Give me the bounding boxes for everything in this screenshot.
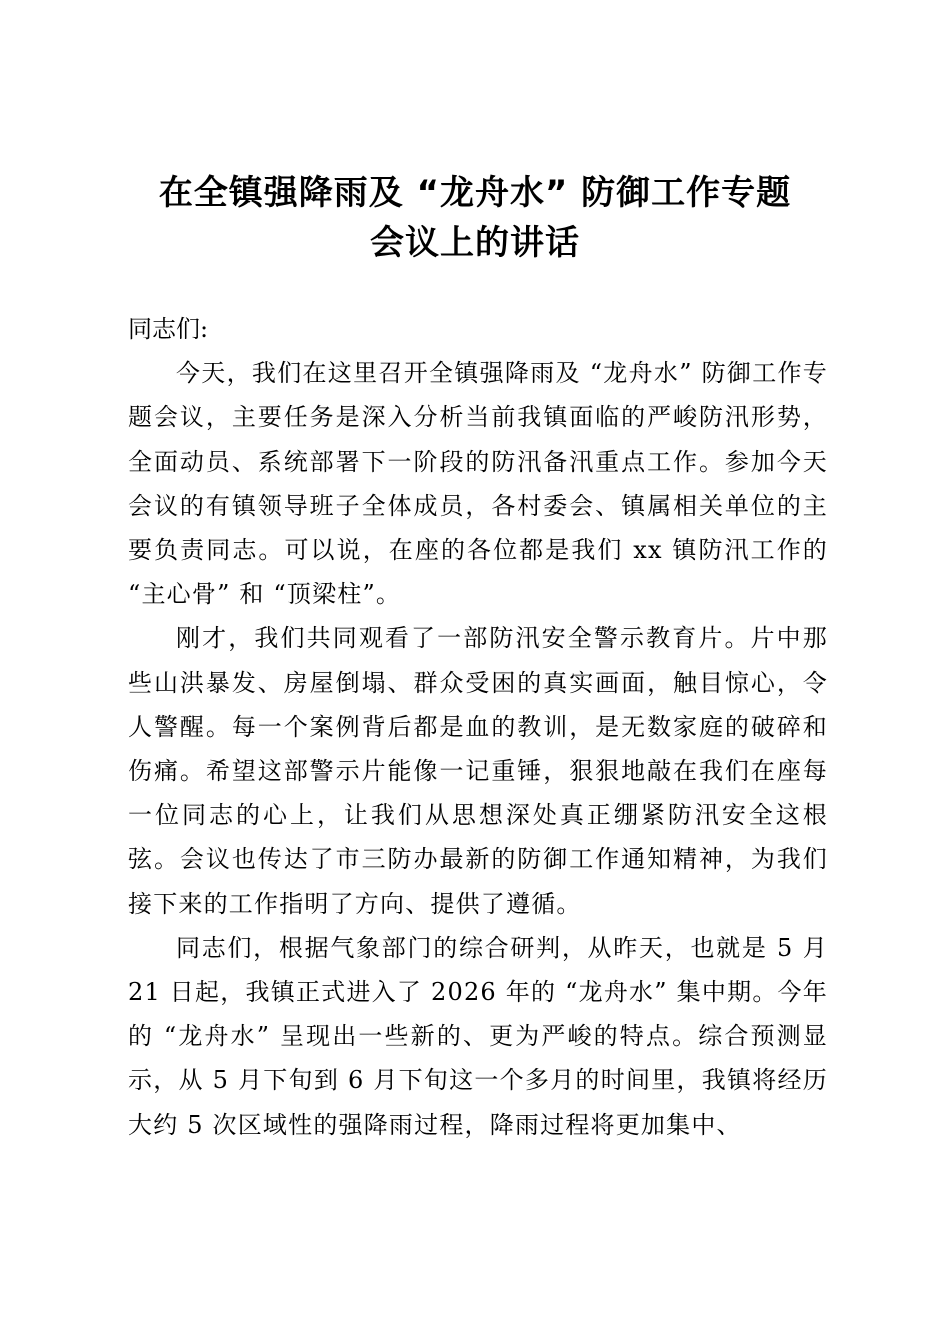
document-title (100, 168, 850, 268)
salutation: 同志们: (128, 315, 209, 343)
paragraph-3: 同志们，根据气象部门的综合研判，从昨天，也就是 5 月 21 日起，我镇正式进入了 2026 年的 “龙舟水” 集中期。今年的 “龙舟水” 呈现出一些新的、更为严峻的特点。综合预测显示，从 5 月下旬到 6 月下旬这一个多月的时间里，我镇将经历大约 5 次区域性的强降雨过程，降雨过程将更加集中、 (128, 933, 828, 1139)
title-line-2: 会议上的讲话 (370, 223, 580, 263)
title-line-1: 在全镇强降雨及 “龙舟水” 防御工作专题 (158, 173, 792, 213)
paragraph-1: 今天，我们在这里召开全镇强降雨及 “龙舟水” 防御工作专题会议，主要任务是深入分析当前我镇面临的严峻防汛形势，全面动员、系统部署下一阶段的防汛备汛重点工作。参加今天会议的有镇领导班子全体成员，各村委会、镇属相关单位的主要负责同志。可以说，在座的各位都是我们 xx 镇防汛工作的 “主心骨” 和 “顶梁柱”。 (128, 359, 828, 609)
paragraph-2: 刚才，我们共同观看了一部防汛安全警示教育片。片中那些山洪暴发、房屋倒塌、群众受困的真实画面，触目惊心，令人警醒。每一个案例背后都是血的教训，是无数家庭的破碎和伤痛。希望这部警示片能像一记重锤，狠狠地敲在我们在座每一位同志的心上，让我们从思想深处真正绷紧防汛安全这根弦。会议也传达了市三防办最新的防御工作通知精神，为我们接下来的工作指明了方向、提供了遵循。 (128, 624, 828, 918)
document-body (128, 307, 828, 1147)
